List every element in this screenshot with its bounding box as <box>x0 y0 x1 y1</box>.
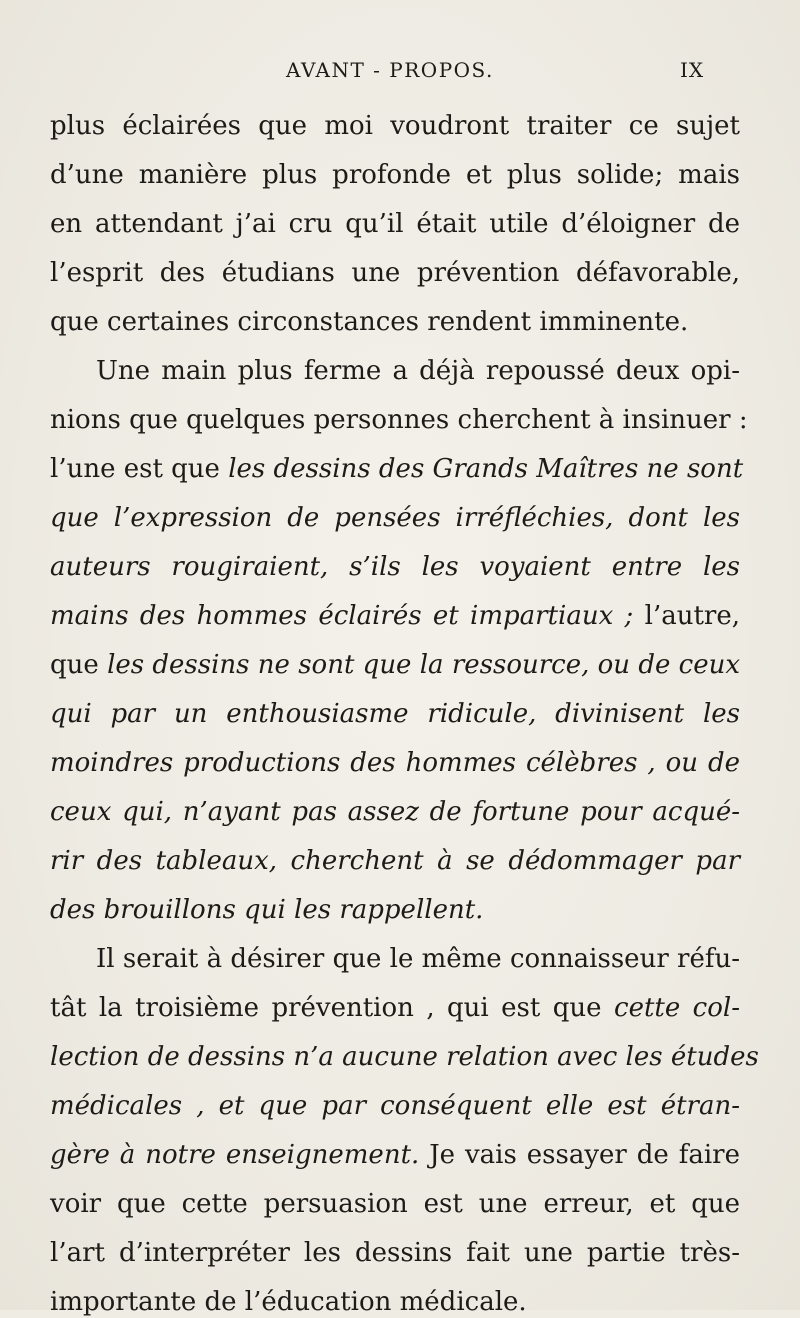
text-line: en attendant j’ai cru qu’il était utile d’éloigner de <box>50 209 740 239</box>
text-line: auteurs rougiraient, s’ils les voyaient entre les <box>50 552 740 582</box>
text-line: que les dessins ne sont que la ressource, ou de ceux <box>50 650 740 680</box>
text-line: l’art d’interpréter les dessins fait une partie très- <box>50 1238 740 1268</box>
text-line: l’esprit des étudians une prévention défavorable, <box>50 258 740 288</box>
text-line: que l’expression de pensées irréfléchies, dont les <box>50 503 740 533</box>
text-line: qui par un enthousiasme ridicule, divinisent les <box>50 699 740 729</box>
text-line: d’une manière plus profonde et plus solide; mais <box>50 160 740 190</box>
text-line: médicales , et que par conséquent elle est étran- <box>50 1091 740 1121</box>
text-line: mains des hommes éclairés et impartiaux ; l’autre, <box>50 601 740 631</box>
text-line: lection de dessins n’a aucune relation avec les études <box>50 1042 759 1072</box>
text-line: Il serait à désirer que le même connaisseur réfu- <box>96 944 740 974</box>
text-line: nions que quelques personnes cherchent à insinuer : <box>50 405 748 435</box>
text-line: importante de l’éducation médicale. <box>50 1287 527 1317</box>
text-line: plus éclairées que moi voudront traiter ce sujet <box>50 111 740 141</box>
text-line: moindres productions des hommes célèbres , ou de <box>50 748 740 778</box>
text-line: des brouillons qui les rappellent. <box>50 895 484 925</box>
text-line: ceux qui, n’ayant pas assez de fortune pour acqué- <box>50 797 740 827</box>
text-line: rir des tableaux, cherchent à se dédommager par <box>50 846 740 876</box>
page-number: IX <box>680 58 705 82</box>
text-line: Une main plus ferme a déjà repoussé deux opi- <box>96 356 740 386</box>
text-line: gère à notre enseignement. Je vais essayer de faire <box>50 1140 740 1170</box>
text-line: l’une est que les dessins des Grands Maîtres ne sont <box>50 454 744 484</box>
text-line: tât la troisième prévention , qui est que cette col- <box>50 993 740 1023</box>
running-title: AVANT - PROPOS. <box>286 58 494 82</box>
text-line: voir que cette persuasion est une erreur, et que <box>50 1189 740 1219</box>
text-line: que certaines circonstances rendent imminente. <box>50 307 689 337</box>
